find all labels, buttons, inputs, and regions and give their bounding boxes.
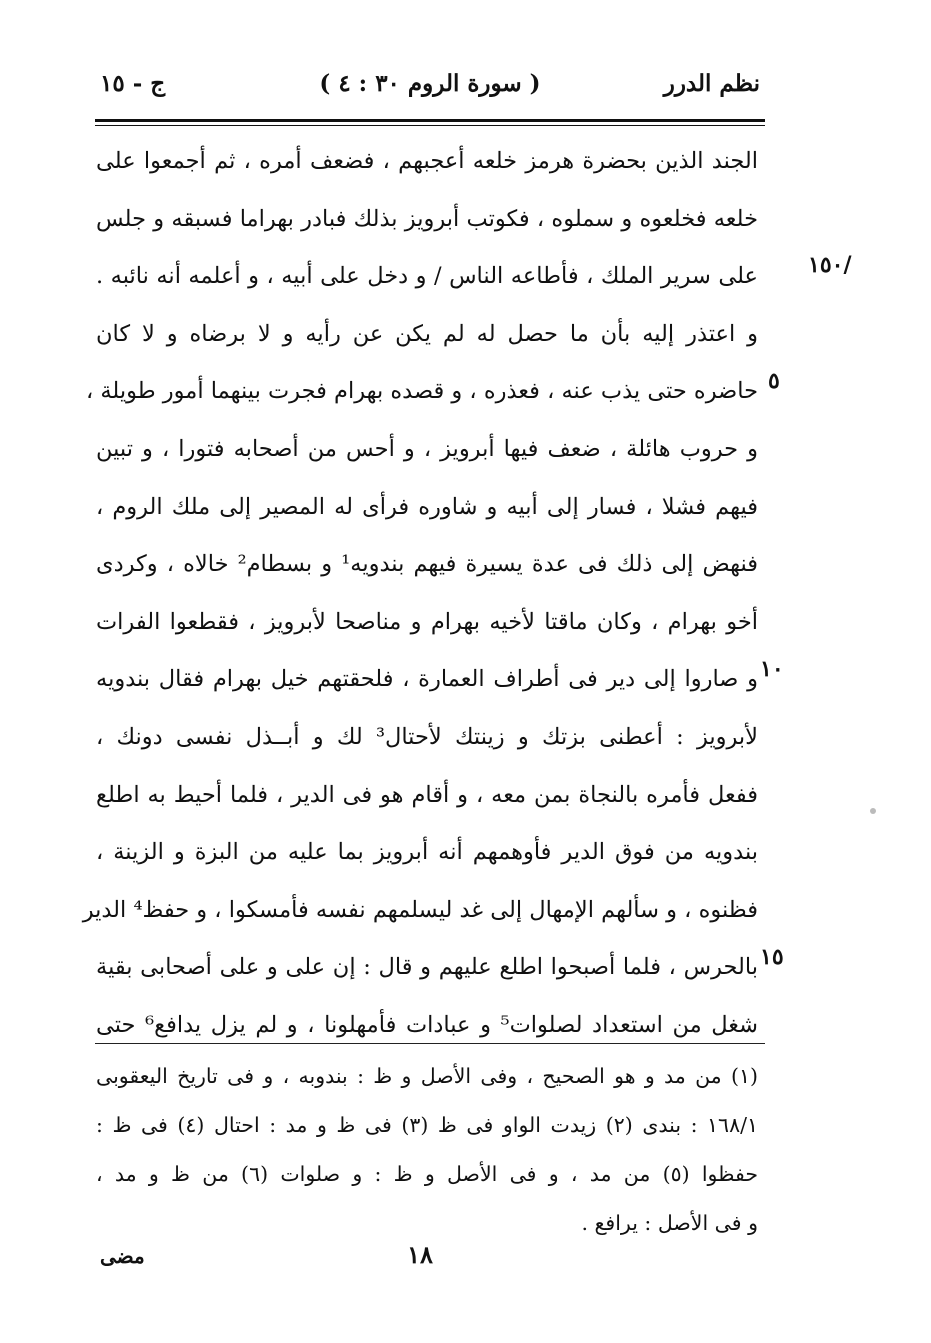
surah-reference: ( سورة الروم ٣٠ : ٤ ) xyxy=(319,70,541,97)
footnote-line: (١) من مد و هو الصحيح ، وفى الأصل و ظ : بندوبه ، و فى تاريخ اليعقوبى xyxy=(96,1064,758,1088)
running-header xyxy=(100,66,760,106)
signature-mark: مضى xyxy=(100,1244,145,1268)
header-rule-thin xyxy=(95,125,765,126)
footnote-line: و فى الأصل : يرافع . xyxy=(581,1211,758,1235)
line-number-15: ١٥ xyxy=(760,944,784,970)
scan-speck xyxy=(870,808,876,814)
main-text xyxy=(82,133,759,1055)
text-line: فظنوه ، و سألهم الإمهال إلى غد ليسلمهم نفسه فأمسكوا ، و حفظ⁴ الدير xyxy=(82,896,758,923)
footnotes xyxy=(96,1052,758,1248)
footnote-line: ١٦٨/١ : بندى (٢) زيدت الواو فى ظ (٣) فى ظ و مد : احتال (٤) فى ظ : xyxy=(96,1113,758,1137)
text-line: و حروب هائلة ، ضعف فيها أبرويز ، و أحس من أصحابه فتورا ، و تبين xyxy=(96,435,758,462)
text-line: و صاروا إلى دير فى أطراف العمارة ، فلحقتهم خيل بهرام فقال بندويه xyxy=(96,666,758,693)
footnote-rule xyxy=(95,1043,765,1044)
header-rule xyxy=(95,119,765,122)
line-number-10: ١٠ xyxy=(760,656,784,682)
text-line: شغل من استعداد لصلوات⁵ و عبادات فأمهلونا ، و لم يزل يدافع⁶ حتى xyxy=(96,1011,759,1038)
text-line: أخو بهرام ، وكان ماقتا لأخيه بهرام و مناصحا لأبرويز ، فقطعوا الفرات xyxy=(96,608,758,635)
folio-marker: /١٥٠ xyxy=(808,252,852,278)
line-number-5: ٥ xyxy=(768,368,780,394)
text-line: لأبرويز : أعطنى بزتك و زينتك لأحتال³ لك و أبــذل نفسى دونك ، xyxy=(96,723,758,750)
footnote-line: حفظوا (٥) من مد ، و فى الأصل و ظ : و صلوات (٦) من ظ و مد ، xyxy=(96,1162,758,1186)
text-line: فيهم فشلا ، فسار إلى أبيه و شاوره فرأى له المصير إلى ملك الروم ، xyxy=(96,493,758,520)
book-title: نظم الدرر xyxy=(663,70,760,97)
text-line: ففعل فأمره بالنجاة بمن معه ، و أقام هو فى الدير ، فلما أحيط به اطلع xyxy=(96,781,758,808)
text-line: الجند الذين بحضرة هرمز خلعه أعجبهم ، فضعف أمره ، ثم أجمعوا على xyxy=(96,148,758,174)
text-line: بندويه من فوق الدير فأوهمهم أنه أبرويز بما عليه من البزة و الزينة ، xyxy=(96,839,758,866)
volume-number: ج - ١٥ xyxy=(100,70,166,97)
page-number: ١٨ xyxy=(407,1240,433,1269)
text-line: فنهض إلى ذلك فى عدة يسيرة فيهم بندويه¹ و بسطام² خالاه ، وكردى xyxy=(96,551,758,578)
text-line: على سرير الملك ، فأطاعه الناس / و دخل على أبيه ، و أعلمه أنه نائبه . xyxy=(96,263,758,290)
text-line: حاضره حتى يذب عنه ، فعذره ، و قصده بهرام فجرت بينهما أمور طويلة ، xyxy=(85,378,758,405)
text-line: و اعتذر إليه بأن ما حصل له لم يكن عن رأيه و لا برضاه و لا كان xyxy=(96,320,758,347)
text-line: خلعه فخلعوه و سملوه ، فكوتب أبرويز بذلك فبادر بهراما فسبقه و جلس xyxy=(96,205,758,232)
text-line: بالحرس ، فلما أصبحوا اطلع عليهم و قال : إن على و على أصحابى بقية xyxy=(96,954,758,981)
